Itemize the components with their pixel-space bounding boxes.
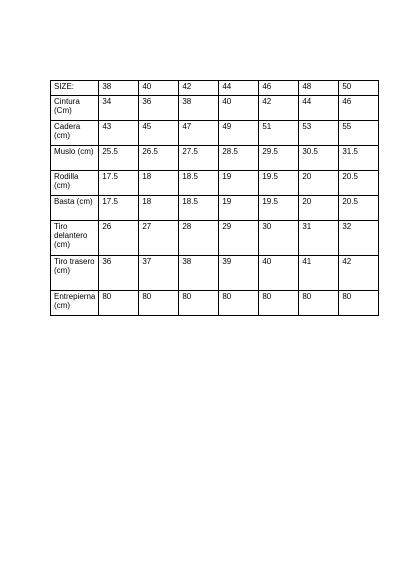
table-cell: 37 <box>139 256 179 291</box>
row-label: Muslo (cm) <box>51 146 99 171</box>
table-cell: 45 <box>139 121 179 146</box>
table-row <box>51 196 379 221</box>
table-row <box>51 81 379 96</box>
row-label: Cadera (cm) <box>51 121 99 146</box>
table-cell: 19.5 <box>259 196 299 221</box>
table-cell: 41 <box>299 256 339 291</box>
table-cell: 43 <box>99 121 139 146</box>
row-label: Tiro delantero (cm) <box>51 221 99 256</box>
table-cell: 80 <box>259 291 299 316</box>
row-label: Rodilla (cm) <box>51 171 99 196</box>
table-cell: 80 <box>339 291 379 316</box>
table-cell: 28 <box>179 221 219 256</box>
table-cell: 42 <box>259 96 299 121</box>
table-cell: 27.5 <box>179 146 219 171</box>
table-cell: 40 <box>139 81 179 96</box>
table-cell: 32 <box>339 221 379 256</box>
table-row <box>51 256 379 291</box>
table-cell: 31.5 <box>339 146 379 171</box>
row-label: SIZE: <box>51 81 99 96</box>
table-cell: 17.5 <box>99 196 139 221</box>
table-cell: 46 <box>259 81 299 96</box>
table-cell: 46 <box>339 96 379 121</box>
table-cell: 34 <box>99 96 139 121</box>
table-cell: 27 <box>139 221 179 256</box>
table-row <box>51 121 379 146</box>
table-cell: 20.5 <box>339 196 379 221</box>
row-label: Basta (cm) <box>51 196 99 221</box>
table-cell: 18.5 <box>179 196 219 221</box>
table-row <box>51 221 379 256</box>
table-cell: 20 <box>299 196 339 221</box>
table-cell: 26 <box>99 221 139 256</box>
table-cell: 80 <box>139 291 179 316</box>
table-cell: 42 <box>339 256 379 291</box>
size-chart-table <box>50 80 379 316</box>
row-label: Entrepierna (cm) <box>51 291 99 316</box>
table-cell: 80 <box>99 291 139 316</box>
table-cell: 38 <box>179 96 219 121</box>
table-cell: 28.5 <box>219 146 259 171</box>
table-cell: 39 <box>219 256 259 291</box>
table-cell: 19.5 <box>259 171 299 196</box>
table-cell: 80 <box>219 291 259 316</box>
table-cell: 31 <box>299 221 339 256</box>
row-label: Tiro trasero (cm) <box>51 256 99 291</box>
table-cell: 50 <box>339 81 379 96</box>
table-row <box>51 146 379 171</box>
table-cell: 18 <box>139 171 179 196</box>
row-label: Cintura (Cm) <box>51 96 99 121</box>
table-cell: 44 <box>299 96 339 121</box>
table-row <box>51 171 379 196</box>
table-cell: 47 <box>179 121 219 146</box>
table-cell: 40 <box>219 96 259 121</box>
table-cell: 25.5 <box>99 146 139 171</box>
table-cell: 19 <box>219 196 259 221</box>
table-cell: 17.5 <box>99 171 139 196</box>
table-cell: 80 <box>299 291 339 316</box>
table-cell: 42 <box>179 81 219 96</box>
table-cell: 49 <box>219 121 259 146</box>
table-cell: 38 <box>99 81 139 96</box>
table-cell: 18 <box>139 196 179 221</box>
table-row <box>51 96 379 121</box>
table-cell: 26.5 <box>139 146 179 171</box>
table-cell: 30 <box>259 221 299 256</box>
table-cell: 20.5 <box>339 171 379 196</box>
table-cell: 29.5 <box>259 146 299 171</box>
table-row <box>51 291 379 316</box>
table-cell: 20 <box>299 171 339 196</box>
table-cell: 51 <box>259 121 299 146</box>
table-cell: 48 <box>299 81 339 96</box>
table-cell: 18.5 <box>179 171 219 196</box>
table-cell: 44 <box>219 81 259 96</box>
table-cell: 36 <box>99 256 139 291</box>
table-cell: 80 <box>179 291 219 316</box>
table-cell: 30.5 <box>299 146 339 171</box>
table-cell: 53 <box>299 121 339 146</box>
table-cell: 40 <box>259 256 299 291</box>
table-cell: 38 <box>179 256 219 291</box>
table-cell: 19 <box>219 171 259 196</box>
table-cell: 55 <box>339 121 379 146</box>
table-cell: 29 <box>219 221 259 256</box>
table-cell: 36 <box>139 96 179 121</box>
